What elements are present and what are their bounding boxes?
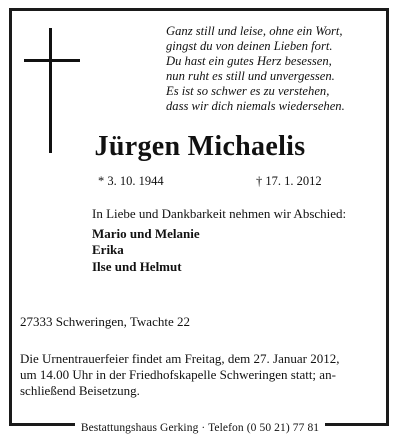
poem-line: Es ist so schwer es zu verstehen, (166, 84, 330, 99)
farewell-intro: In Liebe und Dankbarkeit nehmen wir Abschied: (92, 206, 347, 221)
poem-line: gingst du von deinen Lieben fort. (166, 39, 333, 54)
mourner-name: Mario und Melanie (92, 226, 200, 241)
cross-horizontal-bar (24, 59, 80, 62)
poem-line: nun ruht es still und unvergessen. (166, 69, 335, 84)
funeral-home-footer (0, 418, 400, 437)
memorial-poem (166, 24, 386, 115)
mourner-name: Erika (92, 242, 124, 258)
notice-line: Die Urnentrauerfeier findet am Freitag, dem 27. Januar 2012, (20, 351, 340, 366)
poem-line: dass wir dich niemals wiedersehen. (166, 99, 345, 114)
poem-line: Du hast ein gutes Herz besessen, (166, 54, 332, 69)
funeral-home-contact: Bestattungshaus Gerking · Telefon (0 50 21) 77 81 (75, 420, 325, 436)
mourners-list (92, 226, 200, 275)
poem-line: Ganz still und leise, ohne ein Wort, (166, 24, 343, 38)
birth-date: * 3. 10. 1944 (98, 174, 164, 188)
death-date: † 17. 1. 2012 (256, 174, 322, 188)
notice-line: um 14.00 Uhr in der Friedhofskapelle Schweringen statt; an- (20, 367, 336, 382)
mourner-name: Ilse und Helmut (92, 258, 182, 274)
family-address: 27333 Schweringen, Twachte 22 (20, 314, 190, 329)
deceased-name: Jürgen Michaelis (94, 131, 306, 162)
funeral-notice (20, 351, 339, 399)
notice-line: schließend Beisetzung. (20, 383, 140, 398)
